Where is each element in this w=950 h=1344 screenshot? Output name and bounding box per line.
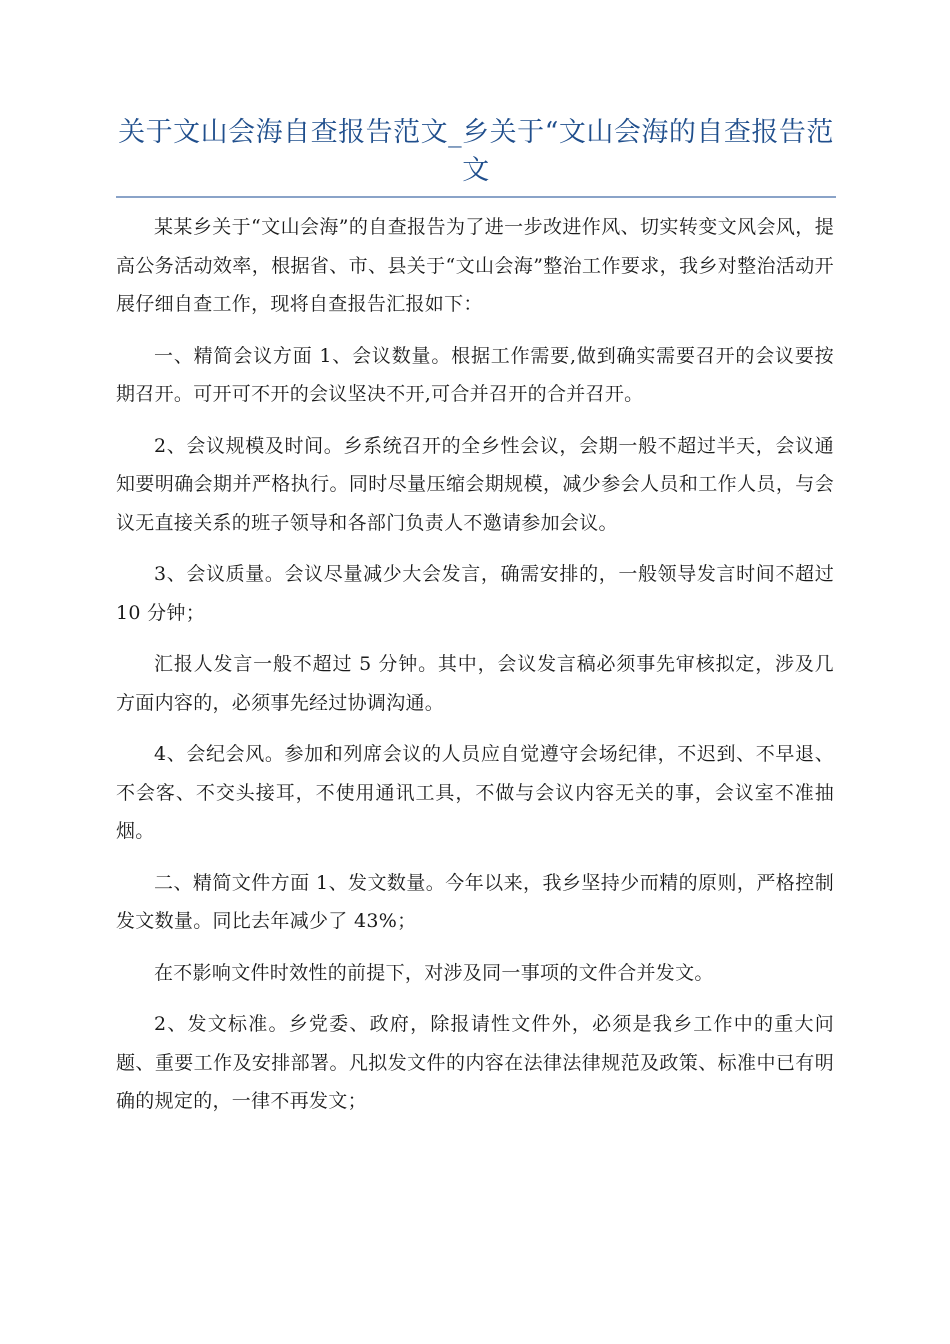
- paragraph-meeting-discipline: 4、会纪会风。参加和列席会议的人员应自觉遵守会场纪律，不迟到、不早退、不会客、不交头接耳，不使用通讯工具，不做与会议内容无关的事，会议室不准抽烟。: [116, 743, 834, 842]
- paragraph-meeting-quality: 3、会议质量。会议尽量减少大会发言，确需安排的，一般领导发言时间不超过 10 分钟；: [116, 563, 834, 624]
- paragraph-report-time: 汇报人发言一般不超过 5 分钟。其中，会议发言稿必须事先审核拟定，涉及几方面内容的，必须事先经过协调沟通。: [116, 653, 834, 714]
- paragraph-merge-documents: 在不影响文件时效性的前提下，对涉及同一事项的文件合并发文。: [154, 961, 714, 984]
- document-body: [116, 208, 834, 1134]
- paragraph-document-standard: 2、发文标准。乡党委、政府，除报请性文件外，必须是我乡工作中的重大问题、重要工作及安排部署。凡拟发文件的内容在法律法律规范及政策、标准中已有明确的规定的，一律不再发文；: [116, 1013, 834, 1112]
- title-block: [116, 114, 836, 198]
- paragraph-meeting-count: 一、精简会议方面 1、会议数量。根据工作需要,做到确实需要召开的会议要按期召开。可开可不开的会议坚决不开,可合并召开的合并召开。: [116, 344, 834, 405]
- paragraph-intro: 某某乡关于“文山会海”的自查报告为了进一步改进作风、切实转变文风会风，提高公务活动效率，根据省、市、县关于“文山会海”整治工作要求，我乡对整治活动开展仔细自查工作，现将自查报告汇报如下：: [116, 216, 834, 315]
- paragraph-meeting-scale: 2、会议规模及时间。乡系统召开的全乡性会议，会期一般不超过半天，会议通知要明确会期并严格执行。同时尽量压缩会期规模，减少参会人员和工作人员，与会议无直接关系的班子领导和各部门负责人不邀请参加会议。: [116, 434, 834, 534]
- document-title: 关于文山会海自查报告范文_乡关于“文山会海的自查报告范文: [118, 117, 834, 186]
- paragraph-document-count: 二、精简文件方面 1、发文数量。今年以来，我乡坚持少而精的原则，严格控制发文数量。同比去年减少了 43%；: [116, 871, 834, 932]
